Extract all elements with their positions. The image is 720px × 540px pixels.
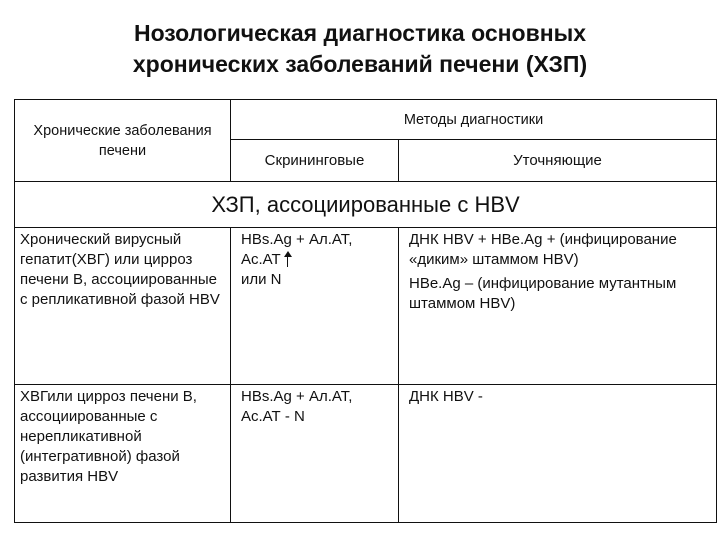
clarifying-cell — [399, 228, 717, 385]
screening-tail: или N — [241, 271, 282, 288]
section-title: ХЗП, ассоциированные с HBV — [15, 182, 717, 228]
clarifying-cell: ДНК HBV - — [399, 385, 717, 523]
header-row-methods — [15, 100, 717, 140]
clarifying-text-1: ДНК HBV + HBe.Ag + (инфицирование «диким» штаммом HBV) — [409, 231, 677, 268]
header-diseases: Хронические заболевания печени — [15, 100, 231, 182]
header-screening: Скрининговые — [231, 140, 399, 182]
table-row — [15, 385, 717, 523]
title-line-2: хронических заболеваний печени (ХЗП) — [132, 51, 588, 77]
arrow-up-icon — [284, 251, 292, 267]
screening-cell — [231, 228, 399, 385]
screening-cell: HBs.Ag + Ал.АТ, Ас.АТ - N — [231, 385, 399, 523]
header-methods: Методы диагностики — [231, 100, 717, 140]
diagnostics-table — [14, 99, 717, 523]
page-title — [0, 18, 720, 80]
header-clarifying: Уточняющие — [399, 140, 717, 182]
disease-cell: Хронический вирусный гепатит(ХВГ) или цирроз печени В, ассоциированные с репликативной фазой HBV — [15, 228, 231, 385]
section-row — [15, 182, 717, 228]
screening-text: HBs.Ag + Ал.АТ, Ас.АТ — [241, 231, 353, 268]
disease-cell: ХВГили цирроз печени В, ассоциированные с нерепликативной (интегративной) фазой развития HBV — [15, 385, 231, 523]
clarifying-text-2: HBe.Ag – (инфицирование мутантным штаммом HBV) — [409, 275, 677, 312]
table-row — [15, 228, 717, 385]
title-line-1: Нозологическая диагностика основных — [133, 20, 587, 46]
